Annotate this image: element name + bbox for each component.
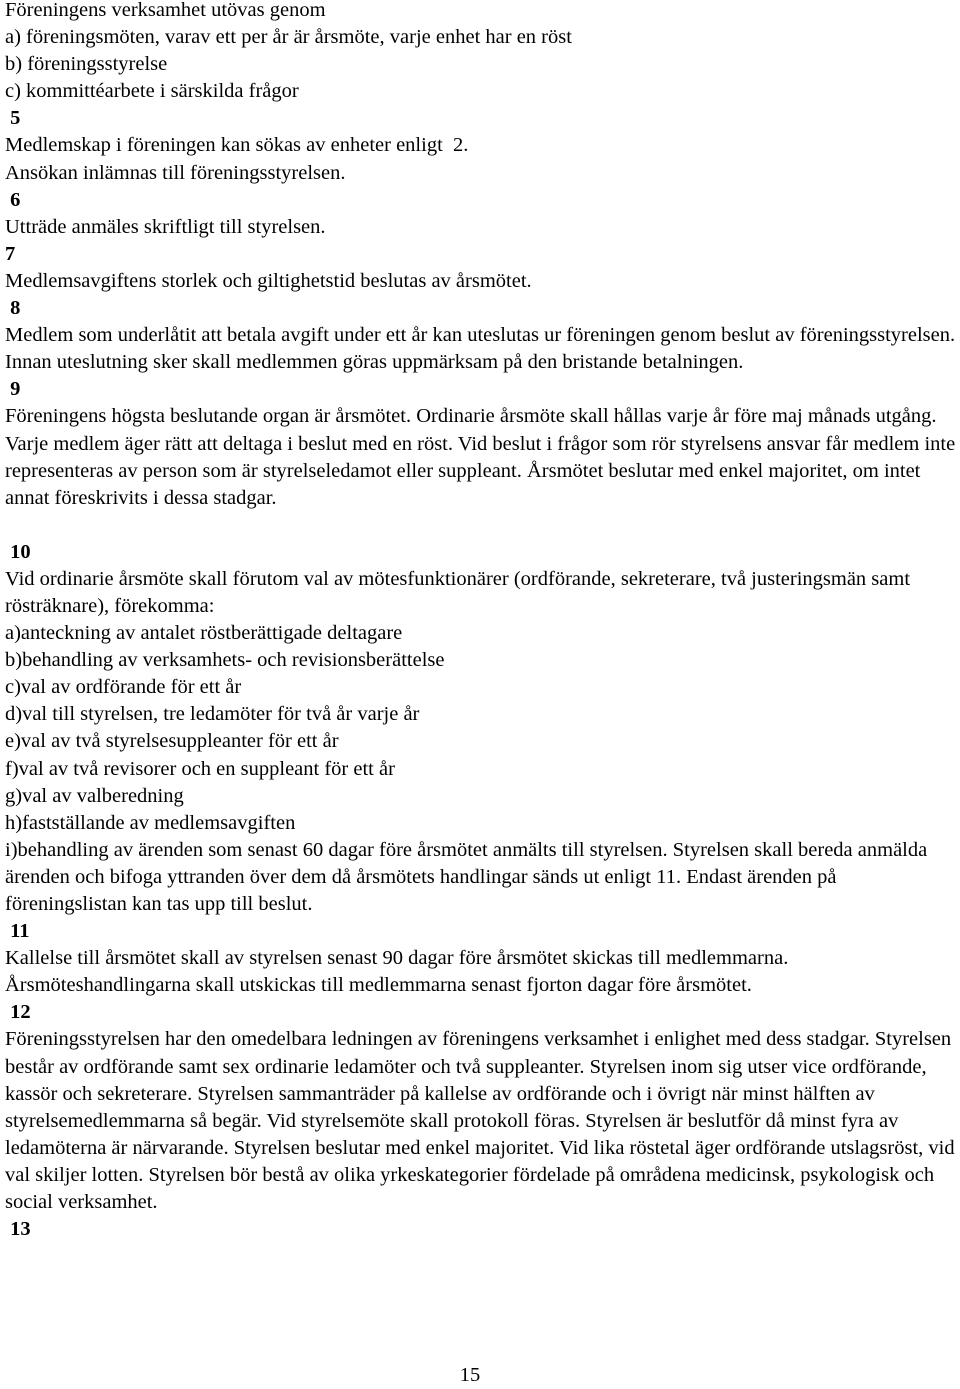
list-item: b) föreningsstyrelse: [5, 53, 168, 76]
agenda-item: g)val av valberedning: [5, 784, 184, 807]
section-11-text: Kallelse till årsmötet skall av styrelsen senast 90 dagar före årsmötet skickas till medlemmarna.: [5, 947, 789, 970]
intro-line: Föreningens verksamhet utövas genom: [5, 0, 326, 21]
section-heading-8: 8: [5, 297, 21, 320]
section-9-text: Föreningens högsta beslutande organ är årsmötet. Ordinarie årsmöte skall hållas varje år före maj månads utgång. Varje medlem äger rätt att deltaga i beslut med en röst. Vid beslut i frågor som rör styrelsens ansvar får medlem inte representeras av person som är styrelseledamot eller suppleant. Årsmötet beslutar med enkel majoritet, om intet annat föreskrivits i dessa stadgar.: [5, 405, 956, 509]
agenda-item: e)val av två styrelsesuppleanter för ett år: [5, 730, 339, 753]
section-6-text: Utträde anmäles skriftligt till styrelsen.: [5, 215, 326, 238]
page-number: 15: [459, 1364, 481, 1386]
agenda-item: d)val till styrelsen, tre ledamöter för två år varje år: [5, 703, 420, 726]
agenda-item: a)anteckning av antalet röstberättigade deltagare: [5, 622, 403, 645]
section-heading-12: 12: [5, 1001, 31, 1024]
section-10-intro: Vid ordinarie årsmöte skall förutom val av mötesfunktionärer (ordförande, sekreterare, två justeringsmän samt rösträknare), förekomma:: [5, 567, 911, 617]
agenda-item: i)behandling av ärenden som senast 60 dagar före årsmötet anmälts till styrelsen. Styrelsen skall bereda anmälda ärenden och bifoga yttranden över dem då årsmötets handlingar sänds ut enligt 11. Endast ärenden på föreningslistan kan tas upp till beslut.: [5, 838, 928, 915]
section-12-text: Föreningsstyrelsen har den omedelbara ledningen av föreningens verksamhet i enlighet med dess stadgar. Styrelsen består av ordförande samt sex ordinarie ledamöter och två suppleanter. Styrelsen inom sig utser vice ordförande, kassör och sekreterare. Styrelsen sammanträder på kallelse av ordförande och i övrigt när minst hälften av styrelsemedlemmarna så begär. Vid styrelsemöte skall protokoll föras. Styrelsen är beslutför då minst fyra av ledamöterna är närvarande. Styrelsen beslutar med enkel majoritet. Vid lika röstetal äger ordförande utslagsröst, vid val skiljer lotten. Styrelsen bör bestå av olika yrkeskategorier fördelade på områdena medicinsk, psykologisk och social verksamhet.: [5, 1028, 955, 1214]
section-heading-10: 10: [5, 540, 31, 563]
section-heading-9: 9: [5, 378, 21, 401]
section-7-text: Medlemsavgiftens storlek och giltighetstid beslutas av årsmötet.: [5, 269, 532, 292]
section-5-text: Medlemskap i föreningen kan sökas av enheter enligt 2.: [5, 134, 469, 157]
agenda-item: c)val av ordförande för ett år: [5, 676, 242, 699]
section-heading-13: 13: [5, 1218, 31, 1241]
section-heading-7: 7: [5, 242, 16, 265]
agenda-item: h)fastställande av medlemsavgiften: [5, 811, 296, 834]
section-heading-6: 6: [5, 188, 21, 211]
list-item: a) föreningsmöten, varav ett per år är årsmöte, varje enhet har en röst: [5, 26, 572, 49]
agenda-item: b)behandling av verksamhets- och revisionsberättelse: [5, 649, 445, 672]
blank-line: [5, 512, 957, 539]
agenda-item: f)val av två revisorer och en suppleant för ett år: [5, 757, 395, 780]
section-heading-5: 5: [5, 107, 21, 130]
section-8-text: Medlem som underlåtit att betala avgift under ett år kan uteslutas ur föreningen genom beslut av föreningsstyrelsen. Innan uteslutning sker skall medlemmen göras uppmärksam på den bristande betalningen.: [5, 324, 956, 374]
section-11-text: Årsmöteshandlingarna skall utskickas till medlemmarna senast fjorton dagar före årsmötet.: [5, 974, 752, 997]
list-item: c) kommittéarbete i särskilda frågor: [5, 80, 299, 103]
section-heading-11: 11: [5, 920, 30, 943]
document-body: [5, 0, 957, 1243]
section-5-text: Ansökan inlämnas till föreningsstyrelsen.: [5, 161, 346, 184]
